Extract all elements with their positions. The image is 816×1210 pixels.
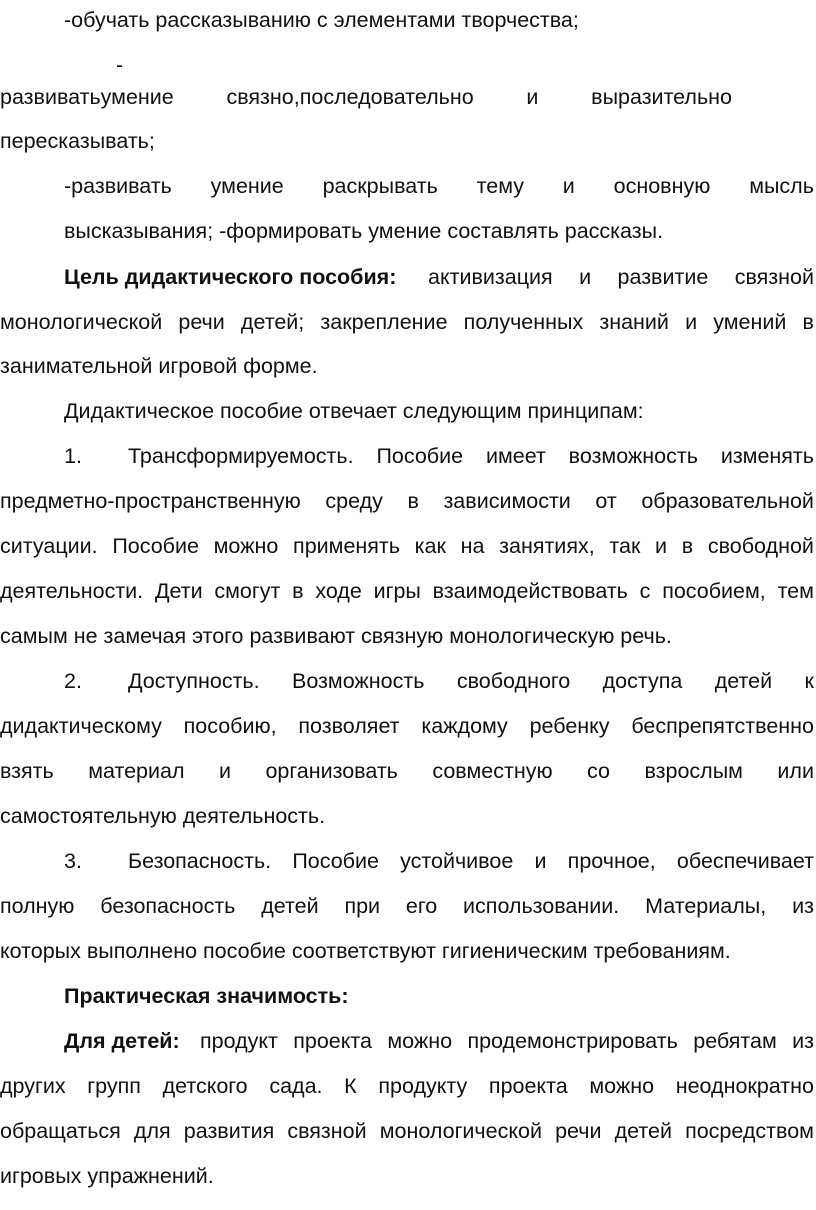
- principle-2-line: [64, 666, 814, 696]
- word: взять: [0, 759, 54, 783]
- word: Доступность.: [128, 669, 260, 693]
- word: полученных: [463, 310, 584, 334]
- kids-label: Для детей:: [64, 1029, 180, 1053]
- word: неоднократно: [675, 1074, 814, 1098]
- word: к: [804, 669, 814, 693]
- word: ребятам: [693, 1029, 777, 1053]
- word: пособию,: [183, 714, 277, 738]
- word: и: [685, 310, 698, 334]
- word: при: [344, 894, 381, 918]
- word: среду: [325, 489, 383, 513]
- word: связной: [734, 265, 814, 289]
- word: умение: [210, 174, 284, 198]
- word: ходе: [315, 579, 362, 603]
- word: занятиях,: [499, 534, 595, 558]
- word: игры: [373, 579, 421, 603]
- word: предметно-пространственную: [0, 489, 301, 513]
- word: Возможность: [292, 669, 425, 693]
- word: продукт: [200, 1029, 278, 1053]
- word: безопасность: [100, 894, 236, 918]
- word: или: [777, 759, 814, 783]
- word: использовании.: [463, 894, 620, 918]
- word: из: [792, 894, 814, 918]
- practical-heading: Практическая значимость:: [64, 984, 349, 1008]
- word: со: [587, 759, 610, 783]
- word: речи: [555, 1119, 602, 1143]
- word: изменять: [720, 444, 814, 468]
- word: ситуации.: [0, 534, 98, 558]
- word: и: [655, 534, 668, 558]
- word: развитие: [617, 265, 709, 289]
- word: в: [292, 579, 304, 603]
- principle-1-line: [64, 441, 814, 471]
- list-text: [128, 441, 814, 471]
- word: Дети: [154, 579, 203, 603]
- word: устойчивое: [400, 849, 514, 873]
- kids-line: [64, 1026, 814, 1056]
- word: и: [562, 174, 575, 198]
- word: можно: [589, 1074, 655, 1098]
- text-line: [64, 171, 814, 201]
- word: применять: [293, 534, 400, 558]
- word: образовательной: [641, 489, 814, 513]
- word: знаний: [599, 310, 669, 334]
- word: монологической: [0, 310, 163, 334]
- word: активизация: [428, 265, 553, 289]
- word: детей: [614, 1119, 672, 1143]
- text-line: игровых упражнений.: [0, 1164, 214, 1188]
- word: из: [792, 1029, 814, 1053]
- word: пособием,: [662, 579, 766, 603]
- word: и: [534, 849, 547, 873]
- word: связной: [287, 1119, 367, 1143]
- word: и: [579, 265, 592, 289]
- word: Материалы,: [645, 894, 767, 918]
- word: в: [681, 534, 694, 558]
- word: обращаться: [0, 1119, 121, 1143]
- word: его: [405, 894, 438, 918]
- list-text: [128, 846, 814, 876]
- word: доступа: [602, 669, 683, 693]
- word: тему: [476, 174, 524, 198]
- text-line: -обучать рассказыванию с элементами творчества;: [64, 8, 579, 32]
- word: с: [639, 579, 651, 603]
- word: можно: [213, 534, 279, 558]
- word: продукту: [378, 1074, 468, 1098]
- word: в: [407, 489, 419, 513]
- word: для: [133, 1119, 171, 1143]
- text-line: -: [116, 53, 124, 77]
- text-line: [0, 486, 814, 516]
- text-line: [0, 576, 814, 606]
- word: беспрепятственно: [631, 714, 814, 738]
- text-line: [0, 711, 814, 741]
- word: так: [609, 534, 641, 558]
- text-line: [0, 82, 732, 112]
- text-line: пересказывать;: [0, 129, 155, 153]
- word: ребенку: [529, 714, 610, 738]
- word: позволяет: [298, 714, 400, 738]
- word: как: [414, 534, 446, 558]
- word: проекта: [488, 1074, 568, 1098]
- word: от: [595, 489, 617, 513]
- list-number: 3.: [64, 849, 82, 873]
- text-line: занимательной игровой форме.: [0, 354, 318, 378]
- word: в: [802, 310, 814, 334]
- word: и: [218, 759, 231, 783]
- word: обеспечивает: [676, 849, 814, 873]
- word: материал: [88, 759, 185, 783]
- word: Трансформируемость.: [128, 444, 354, 468]
- word: смогут: [214, 579, 281, 603]
- word: организовать: [265, 759, 398, 783]
- word: умений: [713, 310, 787, 334]
- word: Пособие: [112, 534, 199, 558]
- word: полную: [0, 894, 75, 918]
- text-line: Дидактическое пособие отвечает следующим принципам:: [64, 399, 644, 423]
- word: деятельности.: [0, 579, 144, 603]
- word: прочное,: [567, 849, 656, 873]
- word: речи: [178, 310, 225, 334]
- word: Безопасность.: [128, 849, 272, 873]
- text-line: [0, 1116, 814, 1146]
- word: каждому: [421, 714, 508, 738]
- text-line: [0, 531, 814, 561]
- list-number: 1.: [64, 444, 82, 468]
- word: посредством: [685, 1119, 814, 1143]
- word: совместную: [432, 759, 553, 783]
- word: мысль: [749, 174, 814, 198]
- word: основную: [613, 174, 711, 198]
- word: свободного: [456, 669, 571, 693]
- text-line: высказывания; -формировать умение составлять рассказы.: [64, 219, 664, 243]
- text-line: которых выполнено пособие соответствуют гигиеническим требованиям.: [0, 939, 731, 963]
- word: имеет: [485, 444, 546, 468]
- list-text: [128, 666, 814, 696]
- word: на: [460, 534, 485, 558]
- word: детского: [162, 1074, 248, 1098]
- word: Пособие: [376, 444, 464, 468]
- word: выразительно: [591, 85, 732, 109]
- word: развития: [183, 1119, 275, 1143]
- word: зависимости: [443, 489, 571, 513]
- word: детей;: [240, 310, 305, 334]
- word: развиватьумение: [0, 85, 174, 109]
- principle-3-line: [64, 846, 814, 876]
- word: взрослым: [644, 759, 743, 783]
- word: групп: [87, 1074, 141, 1098]
- text-line: [0, 756, 814, 786]
- word: дидактическому: [0, 714, 162, 738]
- word: можно: [387, 1029, 453, 1053]
- text-line: [0, 1071, 814, 1101]
- word: и: [526, 85, 539, 109]
- text-line: самостоятельную деятельность.: [0, 804, 326, 828]
- word: детей: [714, 669, 773, 693]
- word: закрепление: [320, 310, 448, 334]
- goal-words: [428, 262, 814, 292]
- kids-words: [200, 1026, 814, 1056]
- goal-label: Цель дидактического пособия:: [64, 265, 397, 289]
- word: -развивать: [64, 174, 172, 198]
- list-number: 2.: [64, 669, 82, 693]
- word: взаимодействовать: [432, 579, 628, 603]
- word: монологической: [379, 1119, 542, 1143]
- word: свободной: [707, 534, 814, 558]
- text-line: [0, 307, 814, 337]
- word: К: [344, 1074, 357, 1098]
- word: сада.: [269, 1074, 323, 1098]
- word: Пособие: [292, 849, 379, 873]
- word: других: [0, 1074, 66, 1098]
- text-line: самым не замечая этого развивают связную монологическую речь.: [0, 624, 672, 648]
- word: детей: [261, 894, 319, 918]
- word: продемонстрировать: [467, 1029, 678, 1053]
- goal-line: [64, 262, 814, 292]
- word: возможность: [568, 444, 698, 468]
- word: раскрывать: [322, 174, 438, 198]
- text-line: [0, 891, 814, 921]
- word: тем: [777, 579, 814, 603]
- word: проекта: [293, 1029, 372, 1053]
- word: связно,последовательно: [226, 85, 474, 109]
